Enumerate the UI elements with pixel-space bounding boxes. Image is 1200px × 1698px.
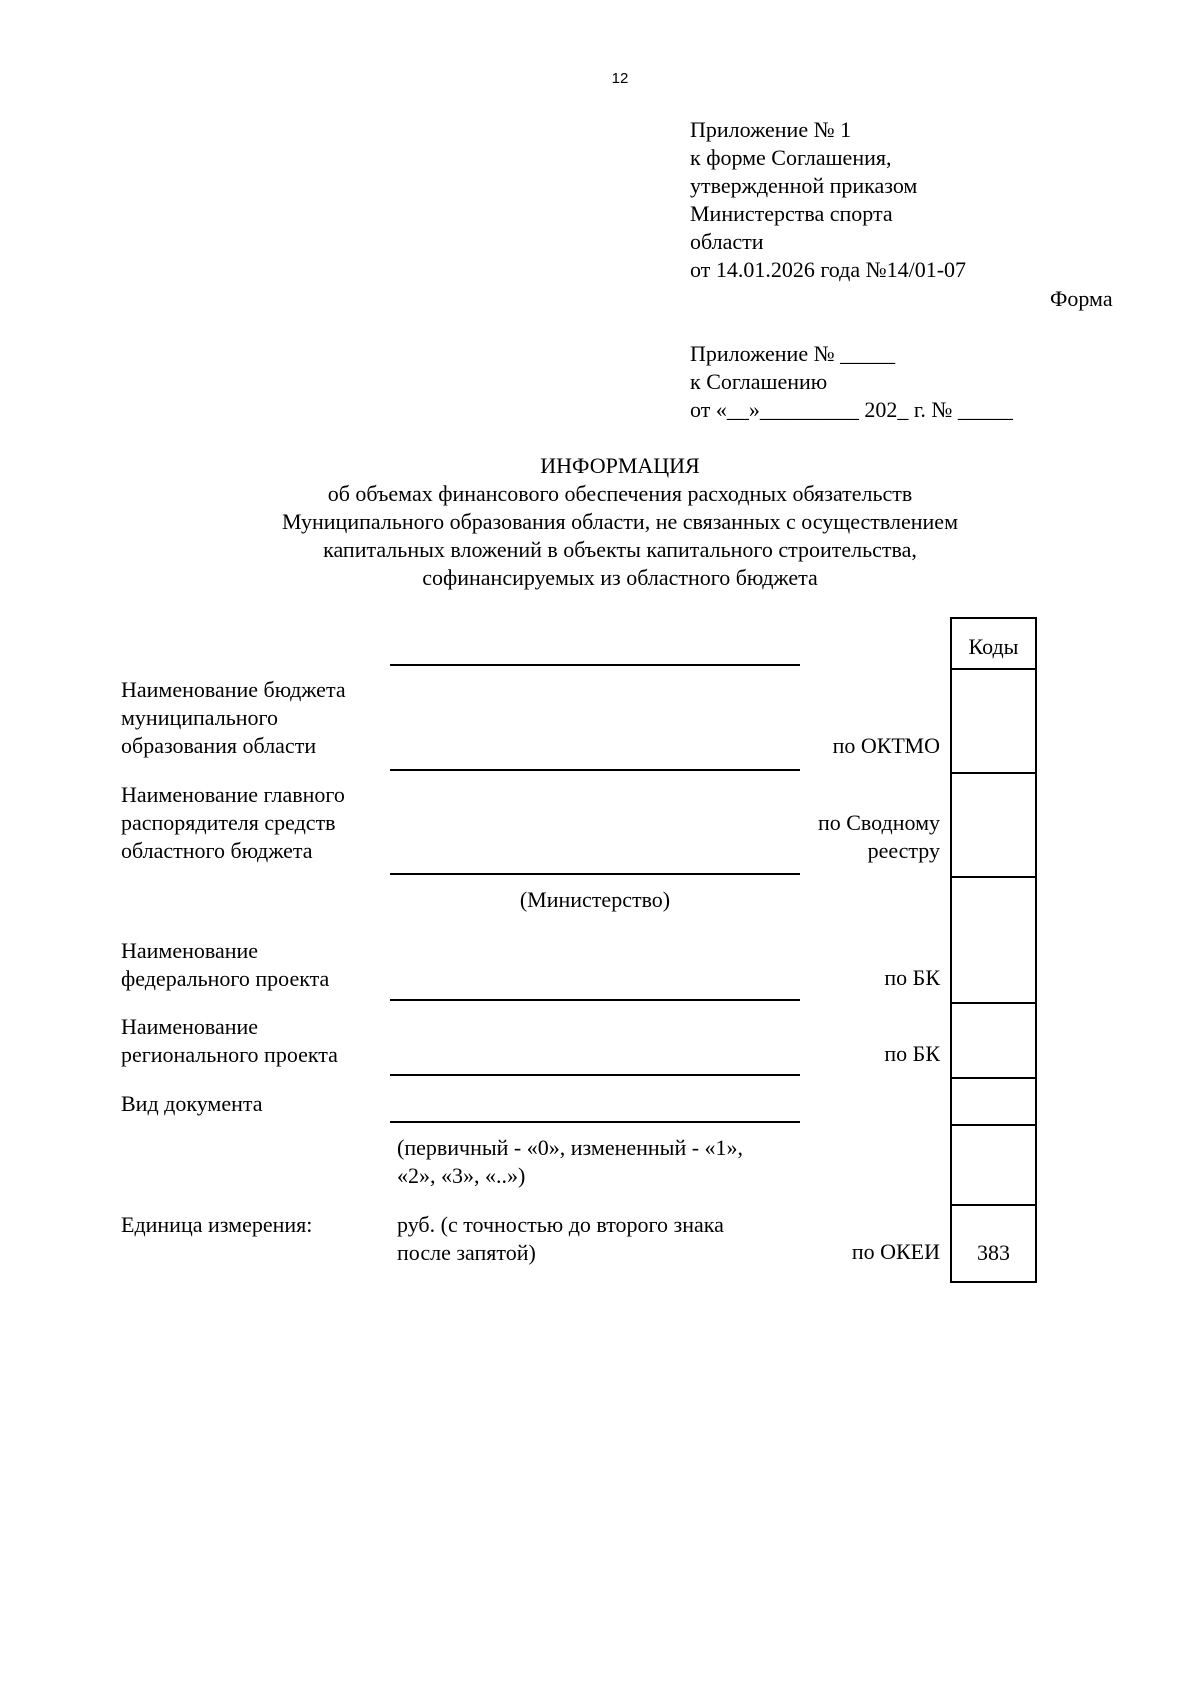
federal-project-label-line: Наименование: [121, 938, 259, 963]
regional-bk-code-label: по БК: [884, 1041, 940, 1066]
codes-divider: [952, 1077, 1035, 1079]
codes-divider: [952, 668, 1035, 670]
appendix-line: к форме Соглашения,: [690, 145, 892, 170]
budget-name-label: [121, 676, 346, 760]
unit-label: Единица измерения:: [121, 1212, 313, 1237]
agreement-line: к Соглашению: [690, 369, 828, 394]
form-label: Форма: [1050, 286, 1113, 311]
title-line: Муниципального образования области, не связанных с осуществлением: [282, 509, 958, 534]
document-type-hint: [397, 1134, 743, 1190]
consolidated-register-code-label: [818, 809, 940, 865]
appendix-line: области: [690, 229, 764, 254]
regional-project-label: [121, 1013, 338, 1069]
codes-divider: [952, 772, 1035, 774]
codes-divider: [952, 1204, 1035, 1206]
field-underline: [390, 664, 800, 666]
unit-value-line: руб. (с точностью до второго знака: [397, 1212, 724, 1237]
budget-name-underline: [390, 769, 800, 771]
main-manager-label-line: областного бюджета: [121, 838, 313, 863]
appendix-line: от 14.01.2026 года №14/01-07: [690, 257, 967, 282]
appendix-line: Приложение № 1: [690, 117, 852, 142]
regional-project-label-line: Наименование: [121, 1014, 259, 1039]
document-type-hint-line: (первичный - «0», измененный - «1»,: [397, 1135, 744, 1160]
agreement-line: Приложение № _____: [690, 341, 896, 366]
federal-project-underline: [390, 999, 800, 1001]
okei-code-label: по ОКЕИ: [851, 1239, 940, 1264]
main-manager-label-line: распорядителя средств: [121, 810, 336, 835]
document-type-label: Вид документа: [121, 1091, 263, 1116]
budget-name-label-line: Наименование бюджета: [121, 677, 346, 702]
code-label-line: реестру: [867, 838, 940, 863]
appendix-header: [690, 116, 966, 284]
unit-value-line: после запятой): [397, 1240, 536, 1265]
page-number: 12: [611, 70, 629, 87]
budget-name-label-line: образования области: [121, 733, 317, 758]
federal-bk-code-label: по БК: [884, 965, 940, 990]
ministry-sublabel: (Министерство): [519, 887, 671, 912]
appendix-line: Министерства спорта: [690, 201, 893, 226]
budget-name-label-line: муниципального: [121, 705, 279, 730]
codes-divider: [952, 1002, 1035, 1004]
codes-header: Коды: [968, 634, 1019, 659]
regional-project-underline: [390, 1074, 800, 1076]
title-heading: ИНФОРМАЦИЯ: [540, 453, 700, 478]
appendix-line: утвержденной приказом: [690, 173, 918, 198]
main-manager-label: [121, 781, 345, 865]
code-label-line: по Сводному: [817, 810, 940, 835]
title-line: софинансируемых из областного бюджета: [422, 565, 818, 590]
document-type-underline: [390, 1121, 800, 1123]
main-manager-underline: [390, 873, 800, 875]
codes-column: [950, 617, 1037, 1283]
oktmo-code-label: по ОКТМО: [832, 733, 940, 758]
agreement-appendix: [690, 340, 1013, 424]
agreement-line: от «__»_________ 202_ г. № _____: [690, 397, 1013, 422]
unit-value: [397, 1211, 724, 1267]
document-type-hint-line: «2», «3», «..»): [397, 1163, 526, 1188]
federal-project-label-line: федерального проекта: [121, 966, 330, 991]
regional-project-label-line: регионального проекта: [121, 1042, 338, 1067]
title-line: об объемах финансового обеспечения расходных обязательств: [327, 481, 913, 506]
title-line: капитальных вложений в объекты капитального строительства,: [323, 537, 917, 562]
document-title: [200, 452, 1040, 592]
codes-divider: [952, 876, 1035, 878]
federal-project-label: [121, 937, 329, 993]
codes-divider: [952, 1124, 1035, 1126]
main-manager-label-line: Наименование главного: [121, 782, 345, 807]
okei-code-value: 383: [977, 1240, 1010, 1265]
